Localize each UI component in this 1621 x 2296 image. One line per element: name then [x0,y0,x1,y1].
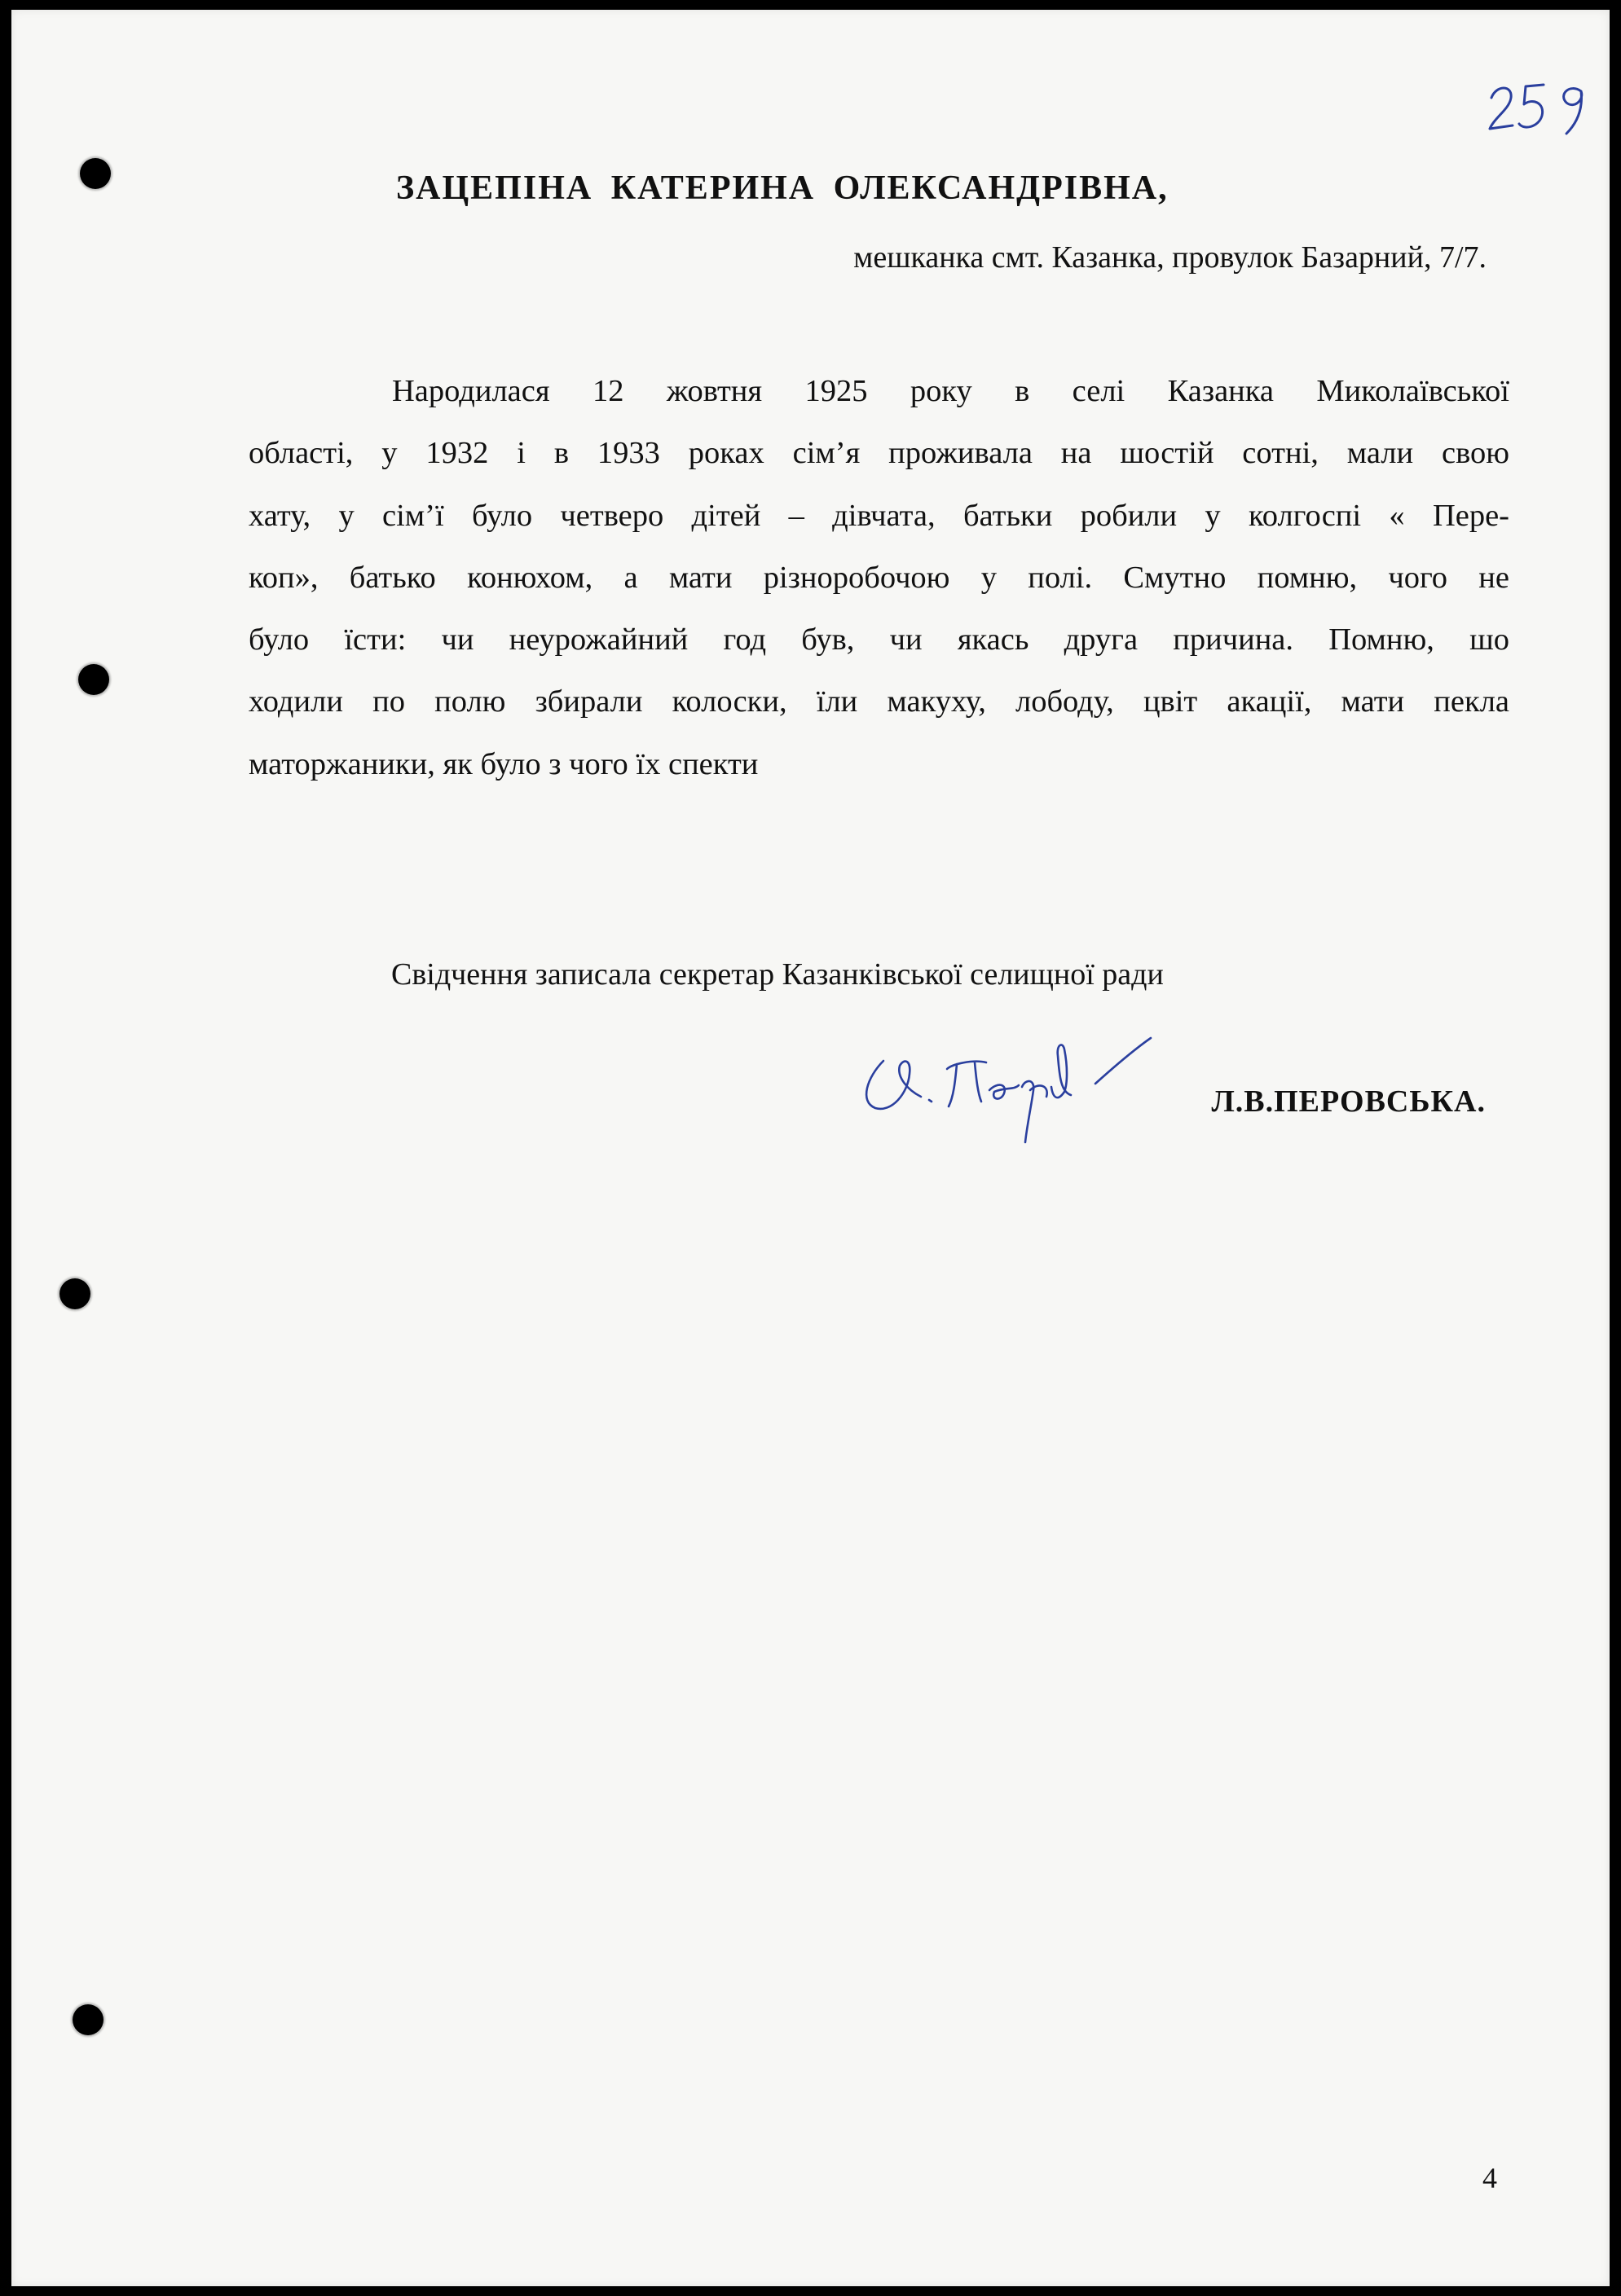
signature-handwritten [851,1012,1193,1159]
testimony-line: коп», батько конюхом, а мати різноробочою у полі. Смутно помню, чого не [249,560,1509,595]
testimony-line: хату, у сім’ї було четверо дітей – дівчата, батьки робили у колгоспі « Пере- [249,498,1509,533]
testimony-line: було їсти: чи неурожайний год був, чи якась друга причина. Помню, шо [249,622,1509,658]
testimony-line: ходили по полю збирали колоски, їли макуху, лободу, цвіт акації, мати пекла [249,684,1509,719]
recorder-statement: Свідчення записала секретар Казанківської селищної ради [391,957,1164,992]
page-number: 4 [1482,2162,1497,2194]
signer-name: Л.В.ПЕРОВСЬКА. [1211,1084,1486,1119]
archive-number-handwritten [1485,67,1599,140]
binder-hole-3 [59,1278,90,1309]
testimony-line: Народилася 12 жовтня 1925 року в селі Казанка Миколаївської [392,374,1509,408]
testimony-line: області, у 1932 і в 1933 роках сім’я проживала на шостій сотні, мали свою [249,436,1509,471]
address-line: мешканка смт. Казанка, провулок Базарний, 7/7. [853,240,1487,275]
testimony-paragraph [249,360,1509,795]
binder-hole-1 [80,158,111,189]
testimony-line: маторжаники, як було з чого їх спекти [249,746,759,781]
binder-hole-2 [78,664,109,695]
person-name-heading: ЗАЦЕПІНА КАТЕРИНА ОЛЕКСАНДРІВНА, [396,169,1169,207]
document-page [11,10,1610,2286]
binder-hole-4 [73,2004,104,2035]
